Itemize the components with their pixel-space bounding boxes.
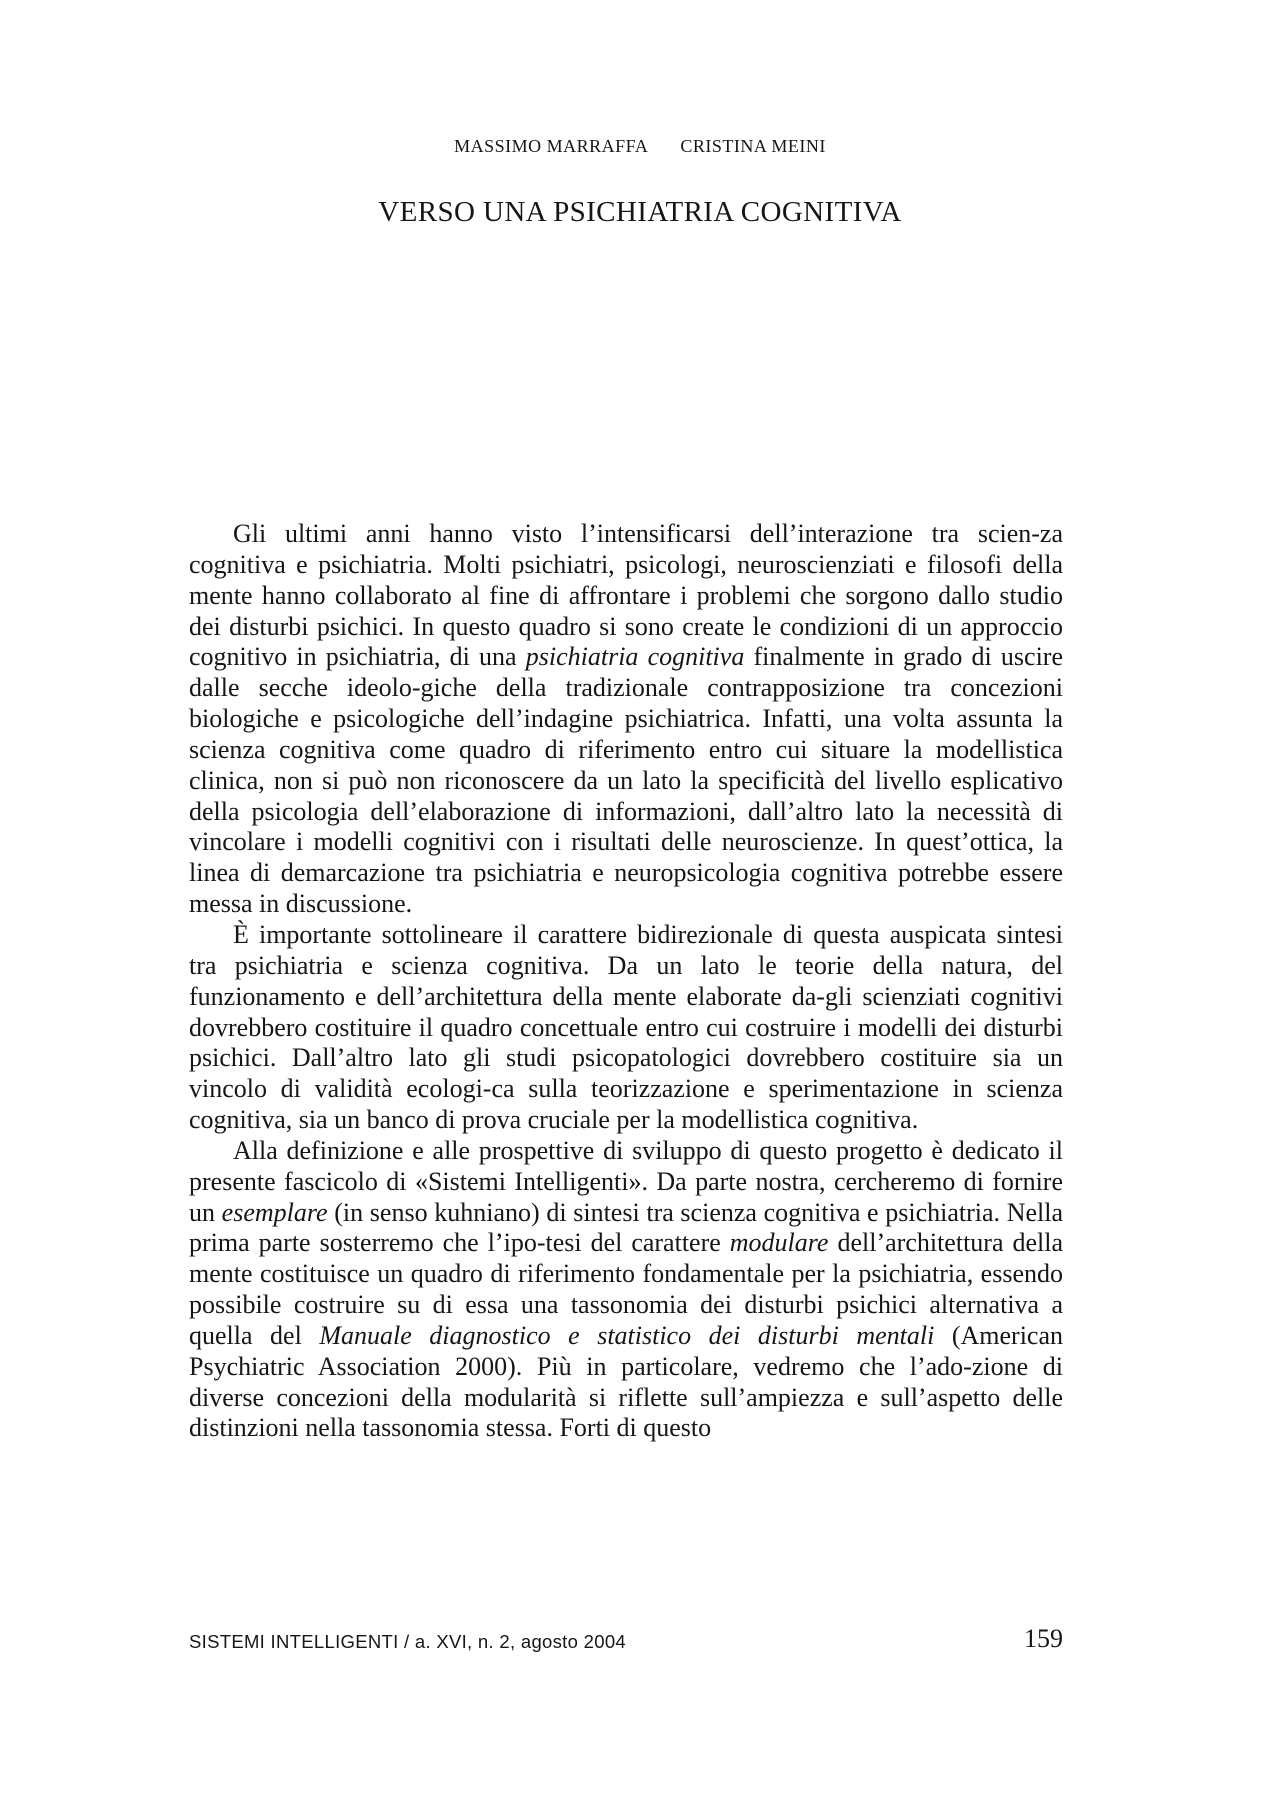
emphasis-text: Manuale diagnostico e statistico dei disturbi mentali xyxy=(319,1320,935,1350)
paragraph-text: È importante sottolineare il carattere bidirezionale di questa auspicata sintesi tra psichiatria e scienza cognitiva. Da un lato le teorie della natura, del funzionamento e dell’architettura della mente elaborate da-gli scienziati cognitivi dovrebbero costituire il quadro concettuale entro cui costruire i modelli dei disturbi psichici. Dall’altro lato gli studi psicopatologici dovrebbero costituire sia un vincolo di validità ecologi-ca sulla teorizzazione e sperimentazione in scienza cognitiva, sia un banco di prova cruciale per la modellistica cognitiva. xyxy=(189,919,1063,1135)
paragraph-text: Gli ultimi anni hanno visto l’intensificarsi dell’interazione tra scien-za cognitiva e psichiatria. Molti psichiatri, psicologi, neuroscienziati e filosofi della mente hanno collaborato al fine di affrontare i problemi che sorgono dallo studio dei disturbi psichici. In questo quadro si sono create le condizioni di un approccio cognitivo in psichiatria, di una xyxy=(189,519,1063,672)
paragraph xyxy=(189,519,1063,920)
page-number: 159 xyxy=(1024,1624,1063,1653)
paragraph-text: finalmente in grado di uscire dalle secche ideolo-giche della tradizionale contrapposizione tra concezioni biologiche e psicologiche dell’indagine psichiatrica. Infatti, una volta assunta la scienza cognitiva come quadro di riferimento entro cui situare la modellistica clinica, non si può non riconoscere da un lato la specificità del livello esplicativo della psicologia dell’elaborazione di informazioni, dall’altro lato la necessità di vincolare i modelli cognitivi con i risultati delle neuroscienze. In quest’ottica, la linea di demarcazione tra psichiatria e neuropsicologia cognitiva potrebbe essere messa in discussione. xyxy=(189,642,1063,919)
paragraph-text: dell’architettura della mente costituisce un quadro di riferimento fondamentale per la psichiatria, essendo possibile costruire su di essa una tassonomia dei disturbi psichici alternativa a quella del xyxy=(189,1228,1064,1350)
paragraph-text: (in senso kuhniano) di sintesi tra scienza cognitiva e psichiatria. Nella prima parte sosterremo che l’ipo-tesi del carattere xyxy=(189,1197,1064,1258)
emphasis-text: modulare xyxy=(729,1228,829,1258)
article-body xyxy=(189,519,1063,1444)
article-title: VERSO UNA PSICHIATRIA COGNITIVA xyxy=(378,196,902,228)
paragraph-text: (American Psychiatric Association 2000). Più in particolare, vedremo che l’ado-zione di diverse concezioni della modularità si riflette sull’ampiezza e sull’aspetto delle distinzioni nella tassonomia stessa. Forti di questo xyxy=(189,1320,1063,1443)
emphasis-text: psichiatria cognitiva xyxy=(525,642,745,672)
author-name: CRISTINA MEINI xyxy=(680,136,826,156)
journal-footer: SISTEMI INTELLIGENTI / a. XVI, n. 2, agosto 2004 xyxy=(189,1631,626,1652)
paragraph-text: Alla definizione e alle prospettive di sviluppo di questo progetto è dedicato il presente fascicolo di «Sistemi Intelligenti». Da parte nostra, cercheremo di fornire un xyxy=(189,1135,1063,1227)
author-name: MASSIMO MARRAFFA xyxy=(454,136,649,156)
author-line xyxy=(0,136,1280,157)
emphasis-text: esemplare xyxy=(221,1197,328,1227)
paragraph xyxy=(189,920,1063,1136)
paragraph xyxy=(189,1136,1063,1444)
